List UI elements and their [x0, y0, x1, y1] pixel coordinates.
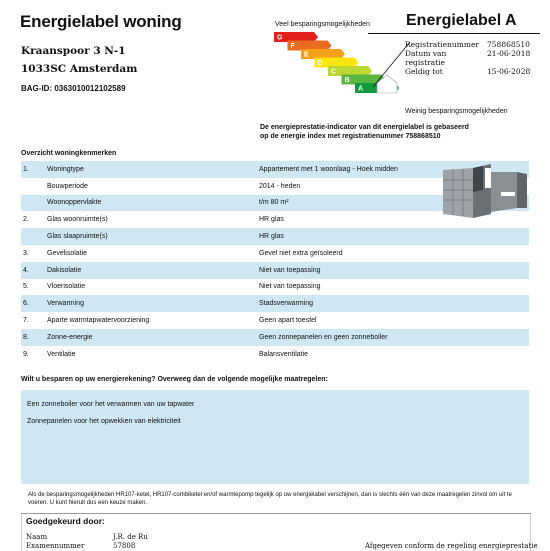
scale-bar-letter: C [331, 68, 337, 76]
label-title: Energielabel A [406, 12, 517, 29]
row-number: 3. [23, 249, 29, 257]
row-value: Geen zonnepanelen en geen zonneboiler [259, 333, 388, 341]
energy-scale [270, 30, 425, 112]
row-value: Niet van toepassing [259, 266, 321, 274]
row-number: 4. [23, 266, 29, 274]
row-value: Gevel niet extra geïsoleerd [259, 249, 343, 257]
row-value: HR glas [259, 216, 284, 224]
bag-id: BAG-ID: 0363010012102589 [21, 84, 126, 93]
registration-key: Registratienummer [405, 40, 479, 49]
table-row [21, 346, 529, 363]
table-row [21, 228, 529, 245]
scale-bar-letter: D [317, 60, 323, 67]
row-value: 2014 - heden [259, 182, 301, 190]
registration-row [405, 40, 547, 49]
scale-bar-letter: E [304, 51, 309, 59]
row-label: Verwarming [47, 300, 84, 308]
row-value: Stadsverwarming [259, 300, 314, 308]
measure-item: Zonnepanelen voor het opwekken van elektriciteit [27, 418, 181, 425]
row-number: 6. [23, 300, 29, 308]
row-label: Dakisolatie [47, 266, 82, 274]
row-number: 1. [23, 165, 29, 173]
row-value: Geen apart toestel [259, 317, 317, 325]
table-row [21, 312, 529, 329]
row-number: 7. [23, 317, 29, 325]
approved-name-value: J.R. de Ru [113, 533, 148, 541]
table-row [21, 329, 529, 346]
row-number: 8. [23, 333, 29, 341]
address-line-2: 1033SC Amsterdam [21, 63, 138, 75]
row-value: Balansventilatie [259, 350, 309, 358]
registration-value: 21-06-2018 [487, 49, 531, 58]
divider [368, 33, 540, 34]
page-title: Energielabel woning [20, 12, 182, 31]
registration-key: Geldig tot [405, 67, 443, 76]
registration-key: Datum van registratie [405, 49, 447, 67]
row-label: Glas woonruimte(s) [47, 216, 108, 224]
scale-bar-letter: A [358, 85, 364, 93]
row-label: Ventilatie [47, 350, 76, 358]
registration-row [405, 49, 547, 67]
row-label: Bouwperiode [47, 182, 88, 190]
approved-footer: Afgegeven conform de regeling energieprestatie [365, 542, 538, 550]
row-number: 5. [23, 283, 29, 291]
row-label: Zonne-energie [47, 333, 93, 341]
approved-exam-key: Examennummer [26, 542, 85, 550]
overview-heading: Overzicht woningkenmerken [21, 150, 117, 157]
row-number: 9. [23, 350, 29, 358]
address-line-1: Kraanspoor 3 N-1 [21, 45, 126, 57]
table-row [21, 262, 529, 279]
row-label: Gevelisolatie [47, 249, 88, 257]
row-label: Woonoppervlakte [47, 199, 102, 207]
approved-exam-value: 57808 [113, 542, 136, 550]
apartment-building-icon [443, 164, 529, 218]
row-label: Aparte warmtapwatervoorziening [47, 317, 150, 325]
indicator-text: De energieprestatie-indicator van dit energielabel is gebaseerd op de energie index met registratienummer 758868510 [260, 124, 469, 140]
approved-name-key: Naam [26, 533, 48, 541]
row-label: Vloerisolatie [47, 283, 86, 291]
table-row [21, 279, 529, 296]
scale-top-caption: Veel besparingsmogelijkheden [275, 21, 370, 28]
row-label: Glas slaapruimte(s) [47, 233, 108, 241]
scale-bar-letter: B [344, 77, 350, 84]
registration-table [405, 40, 547, 76]
scale-bar-letter: F [290, 43, 295, 50]
registration-row [405, 67, 547, 76]
table-row [21, 245, 529, 262]
row-value: Niet van toepassing [259, 283, 321, 291]
approved-title: Goedgekeurd door: [26, 516, 105, 526]
scale-bottom-caption: Weinig besparingsmogelijkheden [405, 108, 508, 115]
row-value: t/m 80 m² [259, 199, 289, 207]
row-number: 2. [23, 216, 29, 224]
measures-box [21, 390, 529, 484]
scale-bar-letter: G [277, 34, 283, 42]
measures-question: Wilt u besparen op uw energierekening? Overweeg dan de volgende mogelijke maatregelen: [21, 376, 328, 383]
row-label: Woningtype [47, 165, 84, 173]
row-value: Appartement met 1 woonlaag - Hoek midden [259, 165, 398, 173]
registration-value: 15-06-2028 [487, 67, 531, 76]
footnote: Als de besparingsmogelijkheden HR107-ketel, HR107-combiketel en/of warmtepomp tegelijk op uw energielabel verschijnen, dan is slechts één van deze maatregelen zinvol om uit te voeren. U kunt hieruit dus een keuze maken. [28, 492, 512, 506]
row-value: HR glas [259, 233, 284, 241]
table-row [21, 295, 529, 312]
registration-value: 758868510 [487, 40, 530, 49]
measure-item: Een zonneboiler voor het verwarmen van uw tapwater [27, 401, 195, 408]
